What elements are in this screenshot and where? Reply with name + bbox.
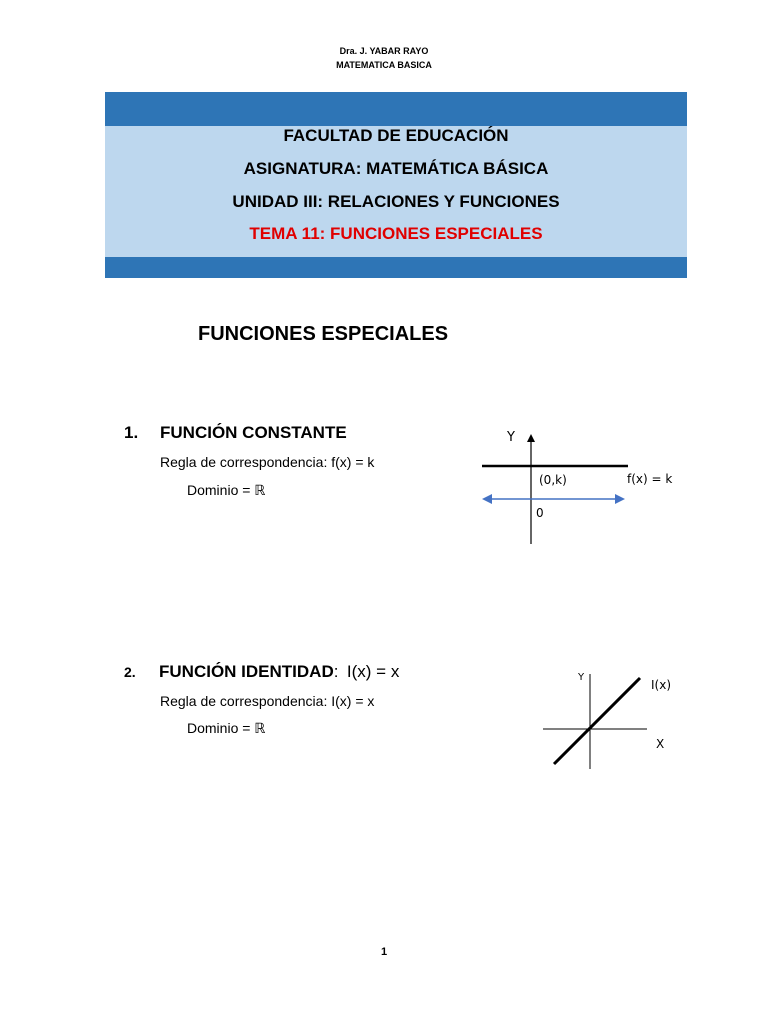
item-2-domain: Dominio = ℝ (187, 720, 266, 736)
item-2-formula: I(x) = x (346, 662, 400, 681)
identity-line (554, 678, 640, 764)
banner-top-band (105, 92, 687, 126)
item-2-number: 2. (124, 664, 136, 680)
identity-function-graph (535, 664, 685, 774)
item-1-rule: Regla de correspondencia: f(x) = k (160, 454, 375, 470)
item-2-title: FUNCIÓN IDENTIDAD (159, 662, 334, 681)
item-1-number: 1. (124, 423, 139, 442)
graph1-func-label: f(x) = k (627, 472, 673, 486)
x-axis-left-arrow (482, 494, 492, 504)
item-1-domain: Dominio = ℝ (187, 482, 266, 498)
banner-bottom-band (105, 257, 687, 278)
x-axis-right-arrow (615, 494, 625, 504)
banner-topic: TEMA 11: FUNCIONES ESPECIALES (249, 224, 543, 243)
graph2-y-label: Y (578, 672, 585, 683)
banner-unit: UNIDAD III: RELACIONES Y FUNCIONES (232, 192, 560, 211)
y-axis-arrow (527, 434, 535, 442)
constant-function-graph (470, 422, 690, 552)
item-1-title: FUNCIÓN CONSTANTE (160, 423, 347, 442)
graph1-point-label: (0,k) (539, 473, 567, 487)
graph1-origin-label: 0 (536, 506, 544, 520)
section-title: FUNCIONES ESPECIALES (198, 323, 449, 345)
page-number: 1 (380, 946, 388, 958)
graph2-x-label: X (656, 737, 665, 751)
banner-faculty: FACULTAD DE EDUCACIÓN (283, 126, 509, 145)
banner-subject: ASIGNATURA: MATEMÁTICA BÁSICA (243, 159, 549, 178)
graph2-func-label: I(x) (651, 678, 672, 692)
graph1-y-label: Y (507, 430, 515, 445)
item-2-title-suffix: : (333, 662, 339, 681)
header-author: Dra. J. YABAR RAYO (339, 46, 429, 56)
item-2-heading (159, 662, 399, 682)
header-course: MATEMATICA BASICA (336, 60, 432, 70)
item-2-rule: Regla de correspondencia: I(x) = x (160, 693, 375, 709)
